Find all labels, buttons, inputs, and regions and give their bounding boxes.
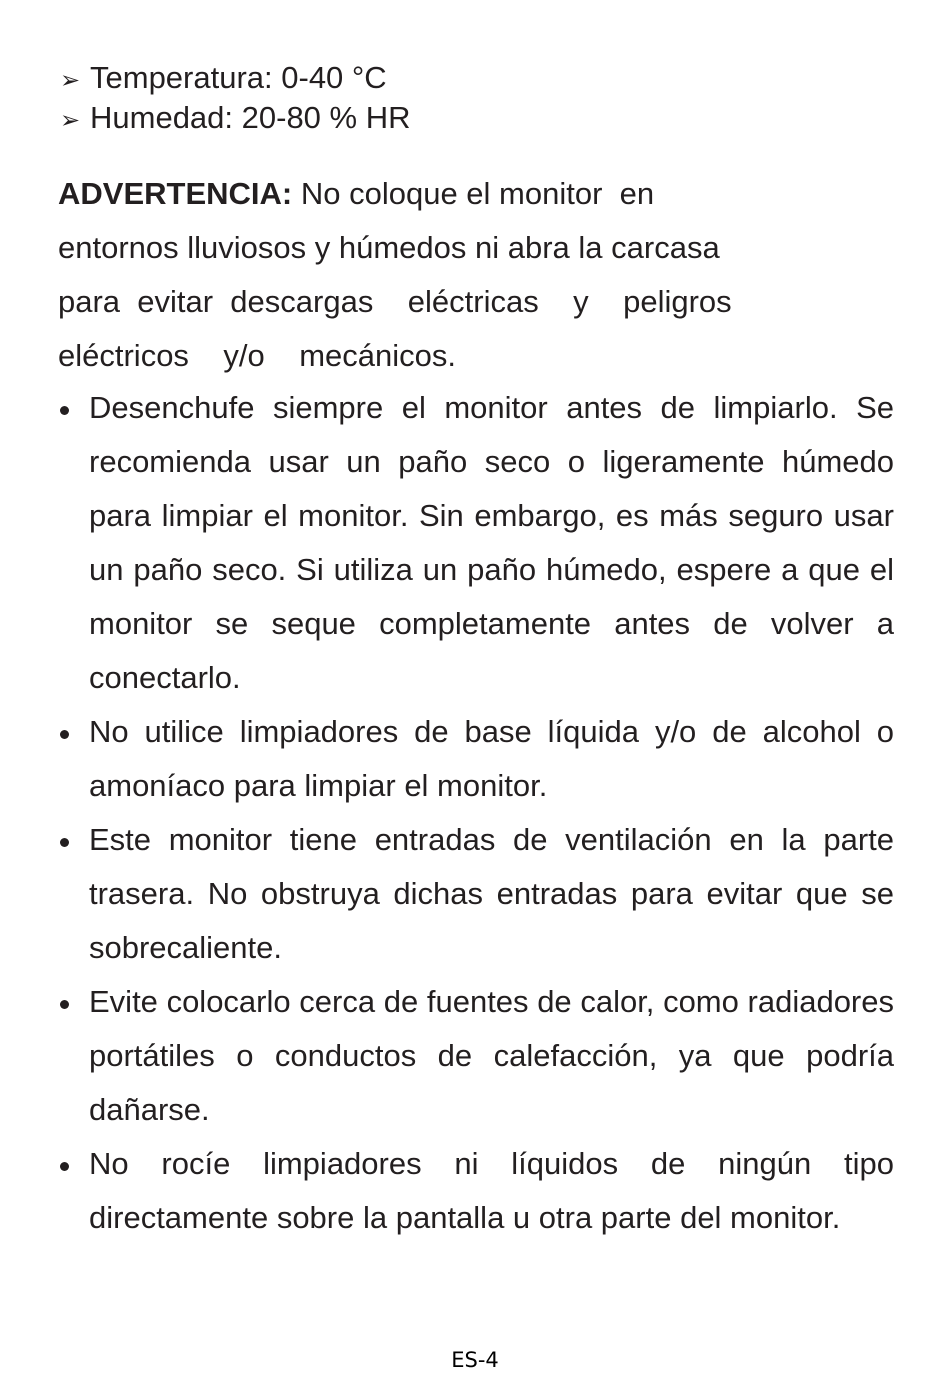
bullet-icon — [60, 1000, 69, 1009]
warning-line-1-text: No coloque el monitor en — [292, 176, 655, 211]
safety-bullet-list — [58, 381, 894, 1245]
bullet-icon — [60, 1162, 69, 1171]
list-item — [58, 381, 894, 705]
spec-humidity-text: Humedad: 20-80 % HR — [90, 100, 411, 135]
warning-line-2: entornos lluviosos y húmedos ni abra la carcasa — [58, 230, 720, 265]
warning-line-3: para evitar descargas eléctricas y peligros — [58, 284, 732, 319]
list-item — [58, 975, 894, 1137]
arrow-right-icon: ➢ — [60, 66, 81, 94]
warning-line-1 — [58, 167, 818, 221]
list-item-text: No rocíe limpiadores ni líquidos de ningún tipo directamente sobre la pantalla u otra parte del monitor. — [89, 1146, 894, 1235]
arrow-right-icon: ➢ — [60, 106, 81, 134]
list-item — [58, 813, 894, 975]
page-number: ES-4 — [451, 1348, 499, 1372]
spec-humidity — [60, 98, 411, 140]
list-item — [58, 1137, 894, 1245]
list-item-text: Este monitor tiene entradas de ventilación en la parte trasera. No obstruya dichas entradas para evitar que se sobrecaliente. — [89, 822, 894, 965]
list-item-text: Desenchufe siempre el monitor antes de limpiarlo. Se recomienda usar un paño seco o ligeramente húmedo para limpiar el monitor. Sin embargo, es más seguro usar un paño seco. Si utiliza un paño húmedo, espere a que el monitor se seque completamente antes de volver a conectarlo. — [89, 390, 894, 695]
spec-temperature — [60, 58, 387, 100]
warning-label: ADVERTENCIA: — [58, 176, 293, 211]
list-item-text: Evite colocarlo cerca de fuentes de calor, como radiadores portátiles o conductos de calefacción, ya que podría dañarse. — [89, 984, 894, 1127]
list-item — [58, 705, 894, 813]
bullet-icon — [60, 406, 69, 415]
spec-temperature-text: Temperatura: 0-40 °C — [90, 60, 387, 95]
bullet-icon — [60, 838, 69, 847]
warning-line-4: eléctricos y/o mecánicos. — [58, 338, 456, 373]
bullet-icon — [60, 730, 69, 739]
list-item-text: No utilice limpiadores de base líquida y/o de alcohol o amoníaco para limpiar el monitor. — [89, 714, 894, 803]
warning-paragraph — [58, 167, 818, 383]
